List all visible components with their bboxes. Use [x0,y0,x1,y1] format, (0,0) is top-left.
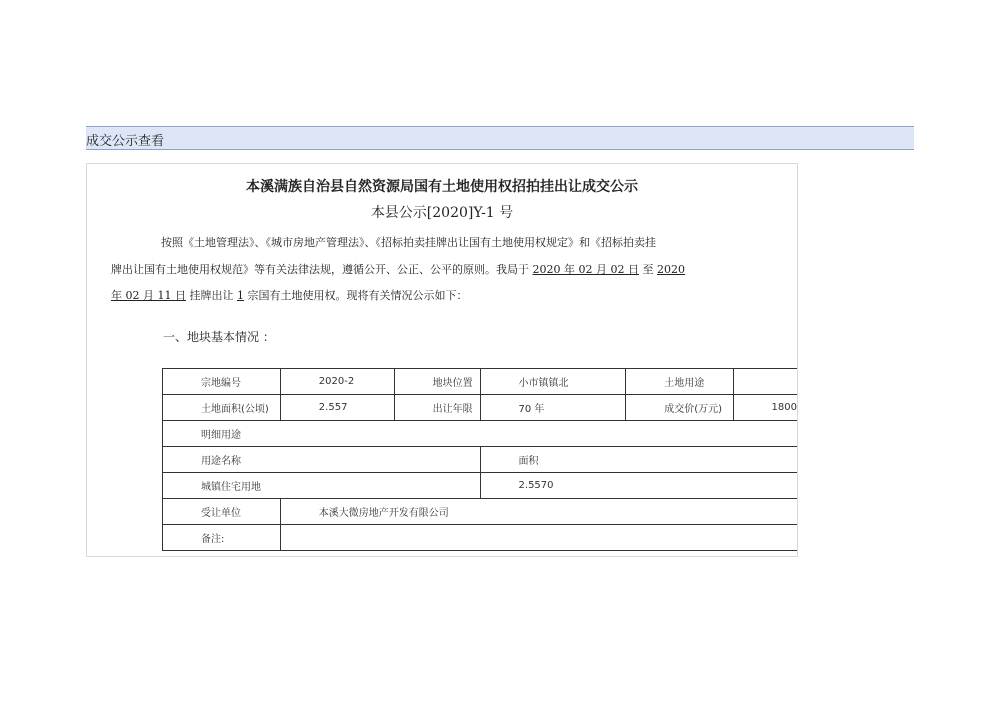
detail-use-label: 明细用途 [163,421,799,447]
use-name-value: 城镇住宅用地 [163,473,481,499]
page-title: 成交公示查看 [86,134,165,149]
area-label: 土地面积(公顷) [163,395,281,421]
paragraph-line-1: 按照《土地管理法》、《城市房地产管理法》、《招标拍卖挂牌出让国有土地使用权规定》和《招标拍卖挂 [161,236,656,249]
date-separator: 至 [642,262,654,276]
table-row [163,395,799,421]
paragraph-line-2-text: 牌出让国有土地使用权规范》等有关法律法规，遵循公开、公正、公平的原则。我局于 [111,262,529,276]
paragraph-line-3 [111,283,797,310]
end-date-rest: 年 02 月 11 日 [111,289,186,302]
table-row [163,447,799,473]
announcement-paragraph [111,230,797,310]
use-area-label: 面积 [480,447,798,473]
location-value: 小市镇镇北 [480,369,626,395]
location-label: 地块位置 [394,369,480,395]
table-row [163,421,799,447]
paragraph-line-3-text: 宗国有土地使用权。现将有关情况公示如下： [247,289,468,302]
term-value: 70 年 [480,395,626,421]
area-value: 2.557 [280,395,394,421]
section-title: 一、地块基本情况 ： [163,330,275,344]
table-row [163,369,799,395]
parcel-number-value: 2020-2 [280,369,394,395]
term-label: 出让年限 [394,395,480,421]
parcel-number-label: 宗地编号 [163,369,281,395]
table-row [163,499,799,525]
document-title: 本溪满族自治县自然资源局国有土地使用权招拍挂出让成交公示 [246,179,638,195]
document-subtitle: 本县公示[2020]Y-1 号 [370,205,514,221]
document-frame [86,163,798,557]
paragraph-line-2 [111,257,797,284]
use-name-label: 用途名称 [163,447,481,473]
start-date: 2020 年 02 月 02 日 [532,262,639,276]
header-bar [86,126,914,150]
price-value: 1800 [734,395,798,421]
grantee-value: 本溪大微房地产开发有限公司 [280,499,798,525]
land-use-label: 土地用途 [626,369,734,395]
table-row [163,473,799,499]
paragraph-line-3-mid: 挂牌出让 [189,289,234,302]
grantee-label: 受让单位 [163,499,281,525]
table-row [163,525,799,551]
remarks-value [280,525,798,551]
parcel-count: 1 [236,289,244,302]
land-use-value [734,369,798,395]
end-date-year: 2020 [656,262,685,276]
use-area-value: 2.5570 [480,473,798,499]
price-label: 成交价(万元) [626,395,734,421]
parcel-info-table [162,368,798,551]
remarks-label: 备注: [163,525,281,551]
